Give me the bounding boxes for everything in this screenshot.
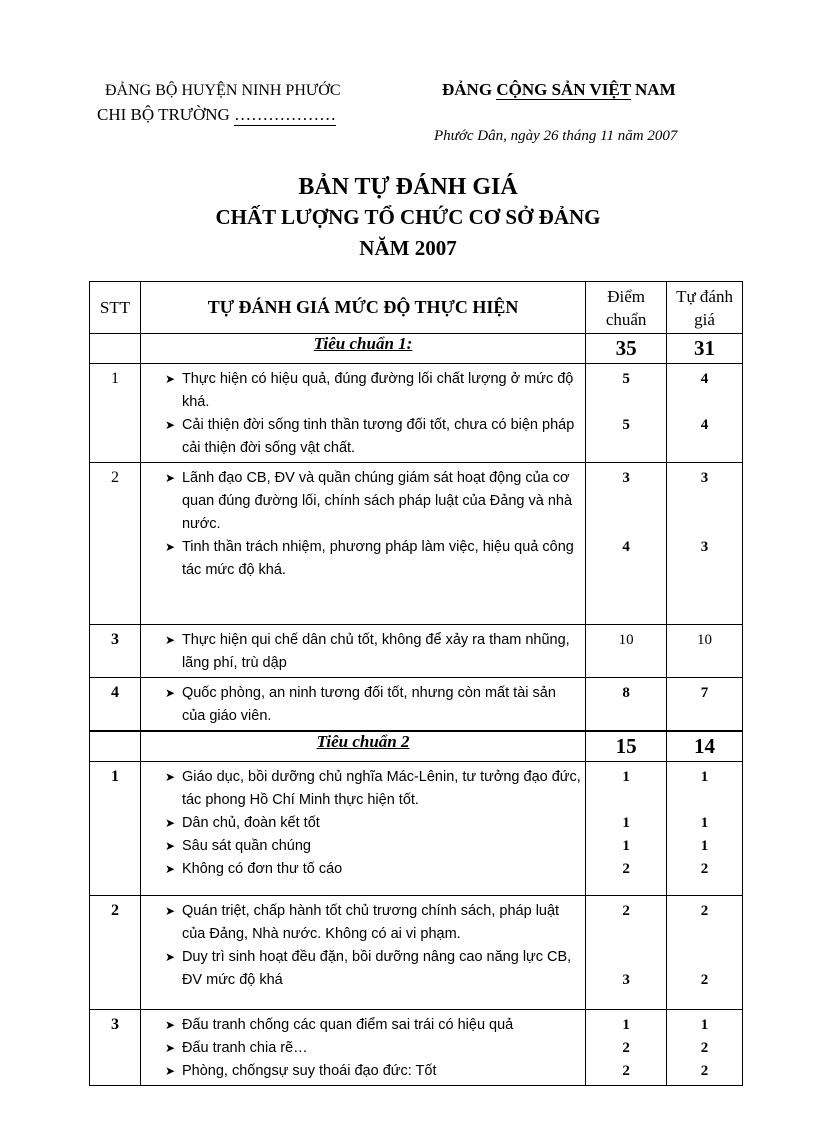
table-row xyxy=(90,761,743,895)
doc-title-2: CHẤT LƯỢNG TỔ CHỨC CƠ SỞ ĐẢNG xyxy=(215,205,601,229)
self-score: 3 xyxy=(700,539,709,555)
self-score: 10 xyxy=(697,632,713,648)
evaluation-table xyxy=(89,281,743,1086)
row-self-scores xyxy=(667,364,743,463)
row-stt: 3 xyxy=(90,1009,141,1085)
table-row xyxy=(90,463,743,625)
row-items xyxy=(140,678,585,732)
row-items xyxy=(140,625,585,678)
doc-title-1: BẢN TỰ ĐÁNH GIÁ xyxy=(298,174,518,200)
standard-score: 8 xyxy=(622,685,630,701)
self-score: 1 xyxy=(700,837,709,854)
criterion-row xyxy=(90,731,743,761)
list-item: ➤ Quốc phòng, an ninh tương đối tốt, nhưng còn mất tài sản của giáo viên. xyxy=(165,682,581,728)
header-standard-score xyxy=(586,282,667,334)
self-score: 4 xyxy=(700,371,709,387)
standard-score: 4 xyxy=(622,539,630,555)
criterion-label-text: Tiêu chuẩn 2 xyxy=(316,732,410,751)
self-score: 3 xyxy=(700,470,709,486)
row-standard-scores xyxy=(586,364,667,463)
row-stt: 3 xyxy=(90,625,141,678)
self-score: 2 xyxy=(700,971,709,988)
list-item: ➤ Lãnh đạo CB, ĐV và quần chúng giám sát hoạt động của cơ quan đúng đường lối, chính sách pháp luật của Đảng và nhà nước. xyxy=(165,467,581,536)
table-row xyxy=(90,1009,743,1085)
self-score: 2 xyxy=(700,902,709,919)
criterion-label xyxy=(140,334,585,364)
standard-score: 2 xyxy=(622,1039,630,1056)
list-item: ➤ Quán triệt, chấp hành tốt chủ trương chính sách, pháp luật của Đảng, Nhà nước. Không có ai vi phạm. xyxy=(165,900,581,946)
party-prefix: ĐẢNG xyxy=(442,80,497,99)
table-row xyxy=(90,625,743,678)
org-line-2-dots: ……………… xyxy=(234,105,337,124)
row-self-scores xyxy=(667,678,743,732)
row-items xyxy=(140,761,585,895)
row-self-scores xyxy=(667,761,743,895)
list-item: ➤ Sâu sát quần chúng xyxy=(165,835,581,858)
row-items xyxy=(140,364,585,463)
row-items xyxy=(140,1009,585,1085)
criterion-standard-total: 35 xyxy=(586,334,667,364)
header-standard-l2: chuẩn xyxy=(605,309,647,329)
row-stt: 1 xyxy=(90,761,141,895)
standard-score: 5 xyxy=(622,371,630,387)
header-self-l2: giá xyxy=(694,309,715,329)
self-score: 1 xyxy=(700,768,709,785)
standard-score: 1 xyxy=(622,1016,630,1033)
row-standard-scores xyxy=(586,895,667,1009)
self-score: 1 xyxy=(700,1016,709,1033)
header-standard-l1: Điểm xyxy=(607,286,646,306)
party-underlined: CỘNG SẢN VIỆT xyxy=(496,80,631,99)
row-standard-scores xyxy=(586,678,667,732)
doc-title-3: NĂM 2007 xyxy=(359,236,457,260)
header-self-l1: Tự đánh xyxy=(676,286,733,306)
standard-score: 1 xyxy=(622,814,630,831)
list-item: ➤ Giáo dục, bồi dưỡng chủ nghĩa Mác-Lênin, tư tưởng đạo đức, tác phong Hồ Chí Minh thực hiện tốt. xyxy=(165,766,581,812)
org-line-1: ĐẢNG BỘ HUYỆN NINH PHƯỚC xyxy=(105,82,341,99)
list-item: ➤ Đấu tranh chia rẽ… xyxy=(165,1037,581,1060)
standard-score: 2 xyxy=(622,902,630,919)
header-content: TỰ ĐÁNH GIÁ MỨC ĐỘ THỰC HIỆN xyxy=(140,282,585,334)
row-standard-scores xyxy=(586,761,667,895)
criterion-label-text: Tiêu chuẩn 1: xyxy=(313,334,413,353)
criterion-stt-empty xyxy=(90,334,141,364)
list-item: ➤ Thực hiện có hiệu quả, đúng đường lối chất lượng ở mức độ khá. xyxy=(165,368,581,414)
self-score: 2 xyxy=(700,860,709,877)
row-self-scores xyxy=(667,1009,743,1085)
row-items xyxy=(140,895,585,1009)
self-score: 2 xyxy=(700,1062,709,1079)
self-score: 2 xyxy=(700,1039,709,1056)
standard-score: 3 xyxy=(622,470,630,486)
org-line-2-prefix: CHI BỘ TRƯỜNG xyxy=(97,105,235,124)
self-score: 7 xyxy=(700,685,709,701)
list-item: ➤ Cải thiện đời sống tinh thần tương đối tốt, chưa có biện pháp cải thiện đời sống vật chất. xyxy=(165,414,581,460)
criterion-label xyxy=(140,731,585,761)
list-item: ➤ Dân chủ, đoàn kết tốt xyxy=(165,812,581,835)
list-item: ➤ Đấu tranh chống các quan điểm sai trái có hiệu quả xyxy=(165,1014,581,1037)
row-standard-scores xyxy=(586,625,667,678)
list-item: ➤ Phòng, chốngsự suy thoái đạo đức: Tốt xyxy=(165,1060,581,1083)
standard-score: 5 xyxy=(622,417,630,433)
standard-score: 10 xyxy=(618,632,634,648)
criterion-stt-empty xyxy=(90,731,141,761)
table-row xyxy=(90,364,743,463)
criterion-self-total: 31 xyxy=(667,334,743,364)
table-body xyxy=(90,334,743,1086)
row-standard-scores xyxy=(586,1009,667,1085)
header-stt: STT xyxy=(90,282,141,334)
self-score: 1 xyxy=(700,814,709,831)
criterion-row xyxy=(90,334,743,364)
header-self-score xyxy=(667,282,743,334)
row-self-scores xyxy=(667,463,743,625)
row-stt: 4 xyxy=(90,678,141,732)
row-items xyxy=(140,463,585,625)
list-item: ➤ Không có đơn thư tố cáo xyxy=(165,858,581,881)
standard-score: 1 xyxy=(622,837,630,854)
self-score: 4 xyxy=(700,417,709,433)
criterion-self-total: 14 xyxy=(667,731,743,761)
standard-score: 1 xyxy=(622,768,630,785)
org-line-2 xyxy=(97,105,336,126)
standard-score: 2 xyxy=(622,1062,630,1079)
criterion-standard-total: 15 xyxy=(586,731,667,761)
party-suffix: NAM xyxy=(630,80,676,99)
table-row xyxy=(90,895,743,1009)
list-item: ➤ Thực hiện qui chế dân chủ tốt, không để xảy ra tham nhũng, lãng phí, trù dập xyxy=(165,629,581,675)
standard-score: 3 xyxy=(622,971,630,988)
row-stt: 2 xyxy=(90,463,141,625)
row-stt: 1 xyxy=(90,364,141,463)
list-item: ➤ Tinh thần trách nhiệm, phương pháp làm việc, hiệu quả công tác mức độ khá. xyxy=(165,536,581,582)
party-name xyxy=(442,80,676,100)
row-standard-scores xyxy=(586,463,667,625)
list-item: ➤ Duy trì sinh hoạt đều đặn, bồi dưỡng nâng cao năng lực CB, ĐV mức độ khá xyxy=(165,946,581,992)
dateline: Phước Dân, ngày 26 tháng 11 năm 2007 xyxy=(434,128,678,144)
standard-score: 2 xyxy=(622,860,630,877)
row-self-scores xyxy=(667,895,743,1009)
row-self-scores xyxy=(667,625,743,678)
row-stt: 2 xyxy=(90,895,141,1009)
table-row xyxy=(90,678,743,732)
